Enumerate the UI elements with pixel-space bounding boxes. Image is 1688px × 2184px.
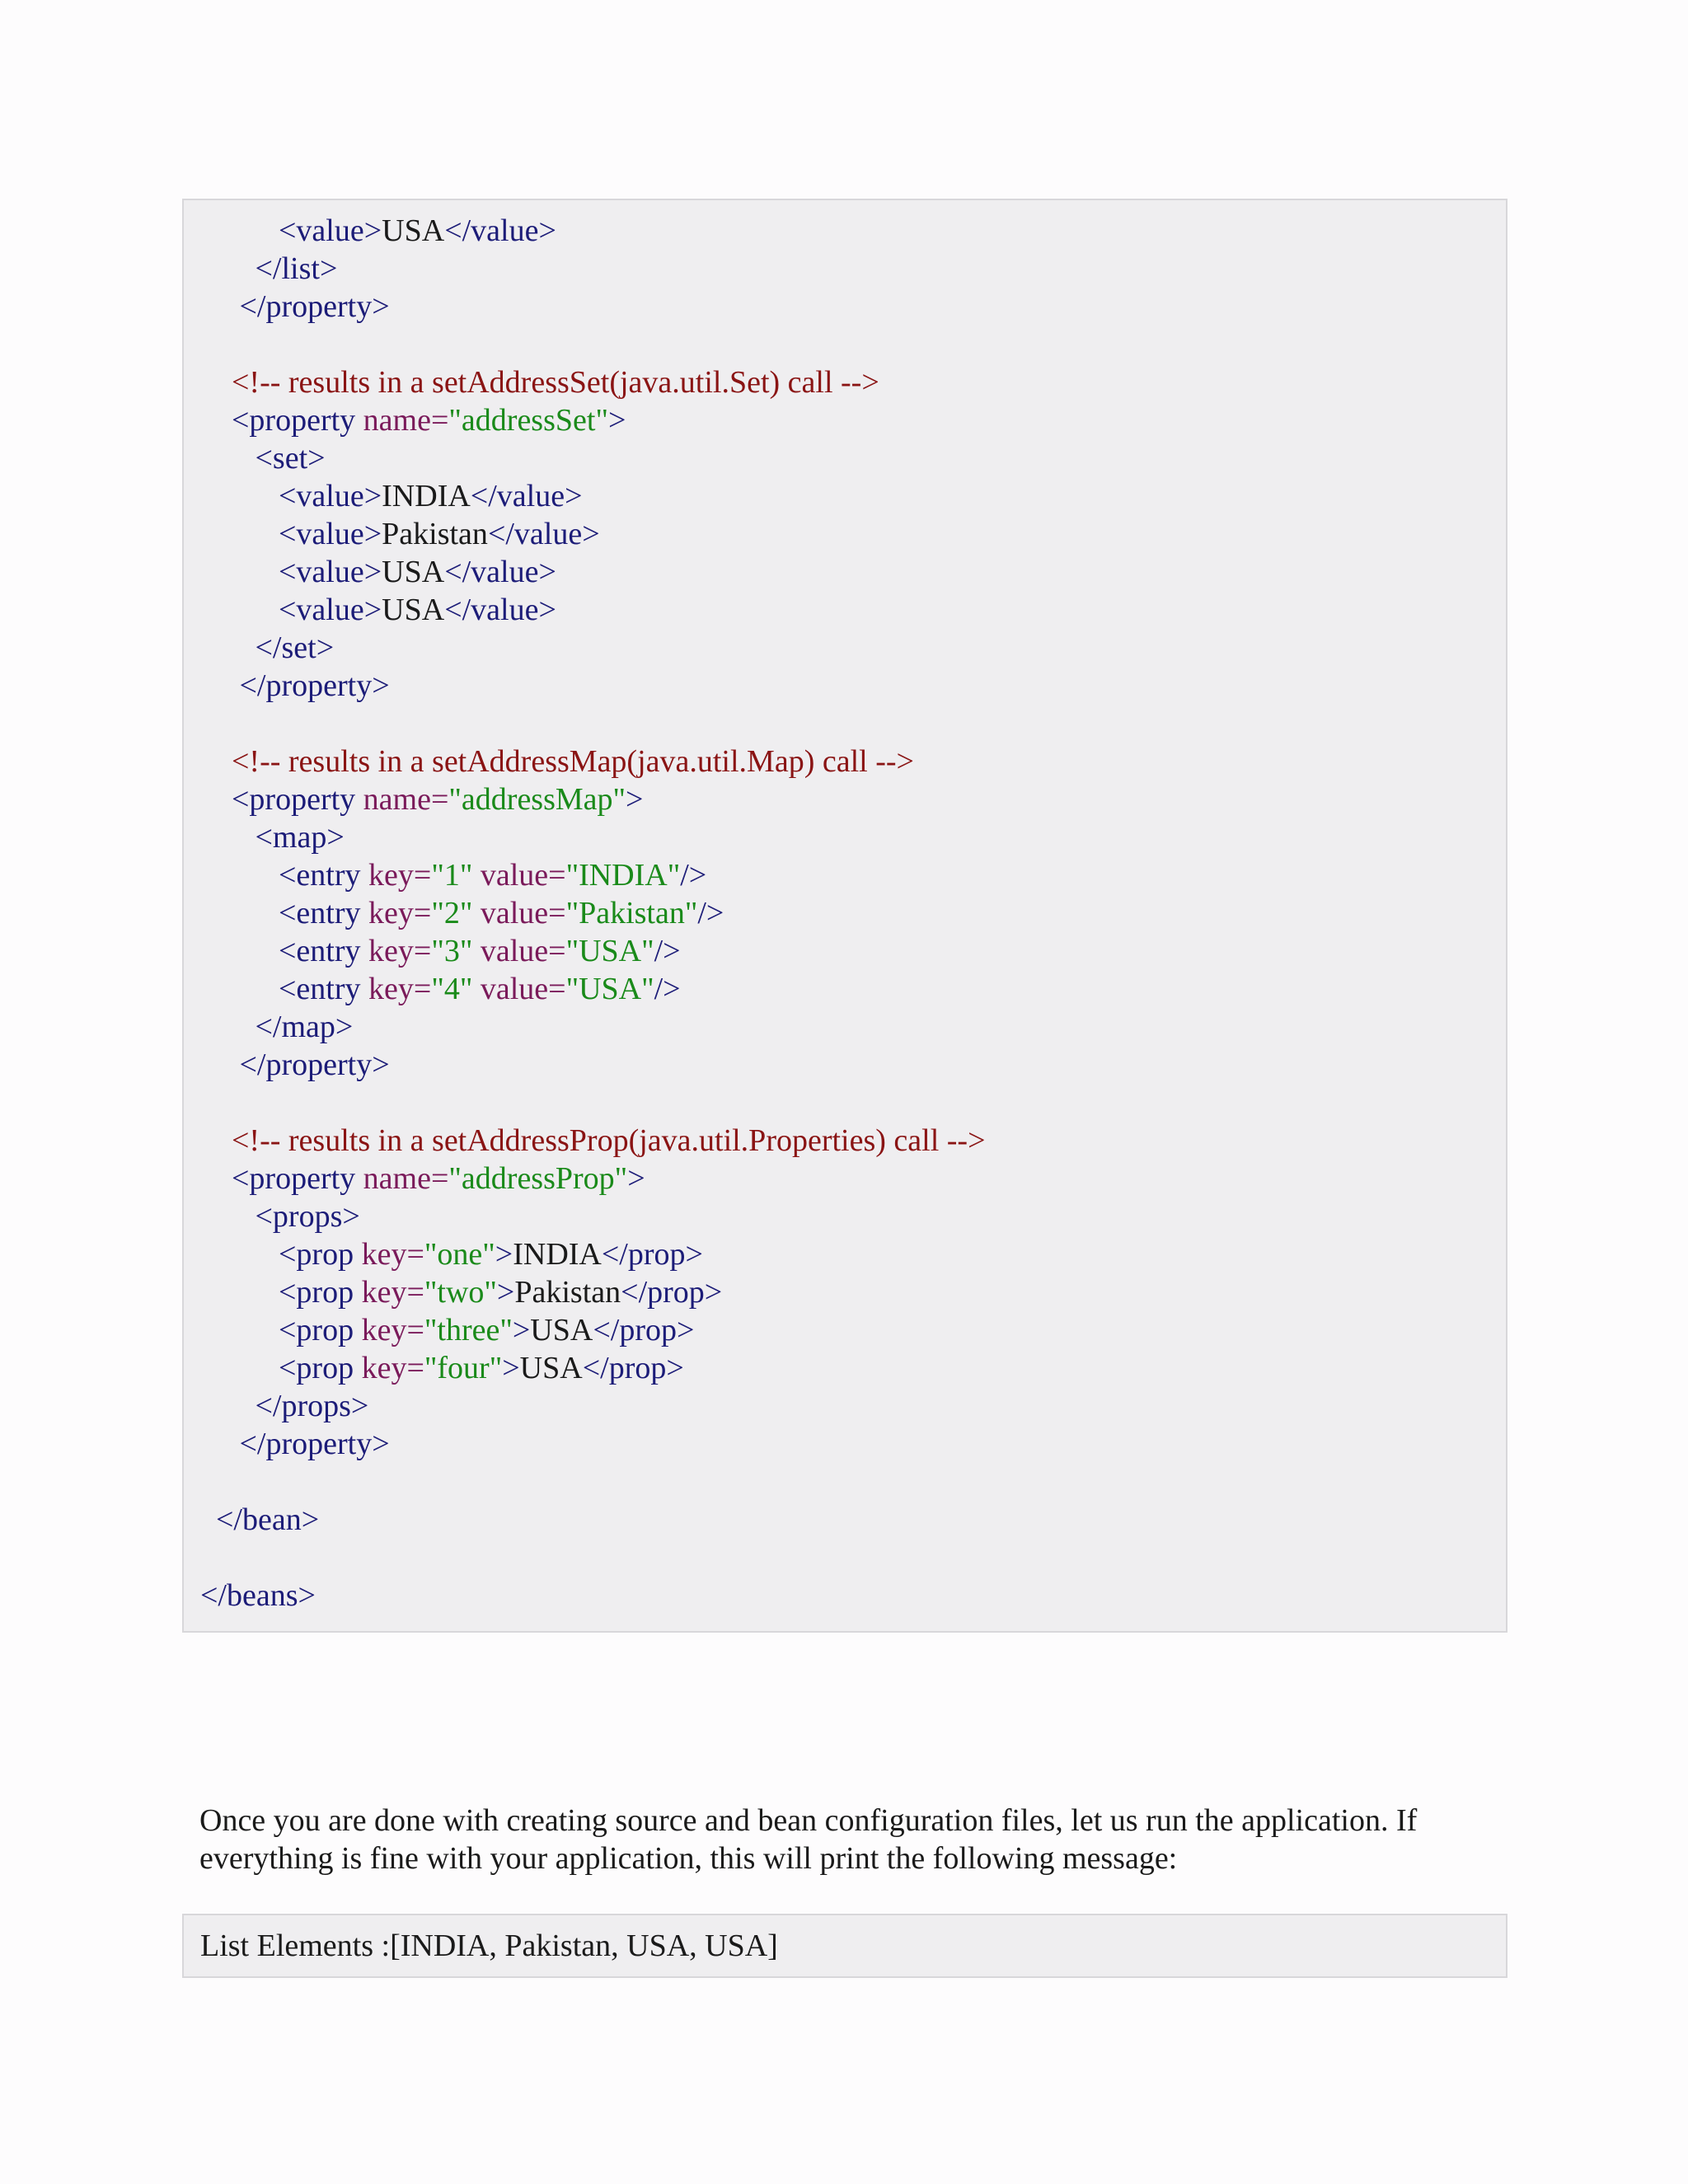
- code-indent: [200, 1502, 216, 1537]
- code-indent: [200, 668, 240, 703]
- code-indent: [200, 441, 256, 476]
- code-token: />: [697, 896, 724, 930]
- code-token: name=: [363, 1161, 449, 1196]
- code-token: </value>: [444, 213, 556, 248]
- code-indent: [200, 858, 279, 893]
- code-indent: [200, 479, 279, 513]
- code-token: </map>: [255, 1010, 354, 1044]
- code-token: USA: [382, 555, 445, 589]
- code-indent: [200, 365, 232, 400]
- code-token: </property>: [239, 668, 390, 703]
- code-line: [200, 591, 556, 629]
- code-line: [200, 1273, 722, 1311]
- code-token: <property: [232, 1161, 363, 1196]
- code-token: </bean>: [216, 1502, 320, 1537]
- code-line: [200, 1349, 684, 1387]
- code-token: </prop>: [582, 1351, 684, 1385]
- code-indent: [200, 403, 232, 438]
- code-token: >: [512, 1313, 531, 1347]
- code-token: </beans>: [200, 1578, 316, 1613]
- code-indent: [200, 1161, 232, 1196]
- code-line: [200, 553, 556, 591]
- code-token: <prop: [279, 1275, 362, 1310]
- code-token: <props>: [255, 1199, 360, 1234]
- code-indent: [200, 251, 256, 286]
- code-token: key=: [361, 1351, 424, 1385]
- code-token: value=: [472, 858, 566, 893]
- code-token: value=: [472, 896, 566, 930]
- code-line: [200, 1046, 390, 1084]
- code-token: </value>: [444, 593, 556, 627]
- code-line: [200, 1197, 360, 1235]
- code-token: USA: [530, 1313, 593, 1347]
- code-indent: [200, 1351, 279, 1385]
- code-indent: [200, 555, 279, 589]
- code-token: value=: [472, 934, 566, 968]
- code-token: </property>: [239, 1427, 390, 1461]
- code-token: "three": [424, 1313, 513, 1347]
- code-token: <!-- results in a setAddressMap(java.util.Map) call -->: [232, 744, 914, 779]
- code-token: <value>: [279, 479, 382, 513]
- code-token: "4": [431, 972, 473, 1006]
- code-token: "two": [424, 1275, 497, 1310]
- code-line: [200, 894, 724, 932]
- code-indent: [200, 593, 279, 627]
- code-token: >: [495, 1237, 513, 1272]
- code-indent: [200, 972, 279, 1006]
- code-indent: [200, 1199, 256, 1234]
- code-token: "USA": [565, 934, 654, 968]
- code-indent: [200, 1389, 256, 1423]
- code-token: "INDIA": [565, 858, 681, 893]
- code-line: [200, 932, 681, 970]
- code-token: <map>: [255, 820, 345, 855]
- code-token: </prop>: [601, 1237, 703, 1272]
- code-indent: [200, 820, 256, 855]
- code-token: key=: [368, 934, 432, 968]
- code-token: <!-- results in a setAddressProp(java.util.Properties) call -->: [232, 1123, 986, 1158]
- code-indent: [200, 1237, 279, 1272]
- code-token: <prop: [279, 1237, 362, 1272]
- code-line: [200, 1235, 703, 1273]
- code-line: [200, 288, 390, 326]
- code-line: [200, 477, 583, 515]
- code-token: USA: [382, 213, 445, 248]
- code-token: key=: [368, 972, 432, 1006]
- code-line: [200, 1008, 353, 1046]
- code-token: "1": [431, 858, 473, 893]
- code-token: <set>: [255, 441, 326, 476]
- code-indent: [200, 1427, 240, 1461]
- paragraph-line-2: everything is fine with your application, this will print the following message:: [199, 1841, 1178, 1876]
- code-indent: [200, 517, 279, 551]
- code-token: name=: [363, 782, 449, 817]
- code-token: <value>: [279, 593, 382, 627]
- code-token: key=: [368, 896, 432, 930]
- code-indent: [200, 1010, 256, 1044]
- code-token: />: [680, 858, 707, 893]
- instruction-paragraph: [199, 1802, 1518, 1877]
- code-token: <entry: [279, 858, 369, 893]
- code-token: key=: [368, 858, 432, 893]
- code-line: [200, 856, 706, 894]
- code-token: <prop: [279, 1313, 362, 1347]
- code-token: "one": [424, 1237, 495, 1272]
- code-token: "addressProp": [448, 1161, 628, 1196]
- code-indent: [200, 1047, 240, 1082]
- code-token: </props>: [255, 1389, 369, 1423]
- code-line: [200, 212, 556, 250]
- code-line: [200, 1122, 986, 1160]
- code-token: </property>: [239, 1047, 390, 1082]
- code-token: "addressMap": [448, 782, 626, 817]
- code-indent: [200, 213, 279, 248]
- code-token: "Pakistan": [565, 896, 698, 930]
- code-token: <entry: [279, 934, 369, 968]
- code-token: >: [502, 1351, 520, 1385]
- code-token: >: [627, 1161, 645, 1196]
- code-token: <property: [232, 782, 363, 817]
- code-token: USA: [382, 593, 445, 627]
- code-indent: [200, 934, 279, 968]
- code-line: [200, 667, 390, 705]
- code-line: [200, 1387, 368, 1425]
- code-indent: [200, 289, 240, 324]
- code-line: [200, 1501, 319, 1539]
- code-token: </set>: [255, 630, 335, 665]
- code-token: Pakistan: [382, 517, 488, 551]
- code-token: "3": [431, 934, 473, 968]
- code-line: [200, 401, 626, 439]
- output-block: [182, 1914, 1507, 1978]
- code-block: [182, 199, 1507, 1633]
- code-line: [200, 1160, 645, 1197]
- code-indent: [200, 1313, 279, 1347]
- code-token: key=: [361, 1275, 424, 1310]
- code-token: >: [626, 782, 644, 817]
- code-token: </list>: [255, 251, 338, 286]
- paragraph-line-1: Once you are done with creating source and bean configuration files, let us run the application. If: [199, 1803, 1418, 1838]
- code-token: >: [607, 403, 626, 438]
- code-token: "four": [424, 1351, 503, 1385]
- code-token: Pakistan: [514, 1275, 621, 1310]
- code-line: [200, 1577, 316, 1615]
- code-token: value=: [472, 972, 566, 1006]
- code-token: >: [496, 1275, 515, 1310]
- code-line: [200, 363, 879, 401]
- code-token: name=: [363, 403, 449, 438]
- code-token: />: [654, 934, 681, 968]
- code-token: INDIA: [513, 1237, 602, 1272]
- code-line: [200, 743, 914, 780]
- output-text: List Elements :[INDIA, Pakistan, USA, USA]: [200, 1929, 778, 1963]
- code-token: <prop: [279, 1351, 362, 1385]
- code-token: USA: [519, 1351, 583, 1385]
- code-token: <value>: [279, 555, 382, 589]
- code-token: <entry: [279, 896, 369, 930]
- code-line: [200, 515, 600, 553]
- code-token: </prop>: [593, 1313, 695, 1347]
- code-token: </value>: [487, 517, 600, 551]
- code-token: />: [654, 972, 681, 1006]
- code-token: "addressSet": [448, 403, 608, 438]
- code-indent: [200, 1275, 279, 1310]
- code-line: [200, 970, 681, 1008]
- code-line: [200, 629, 334, 667]
- code-token: key=: [361, 1237, 424, 1272]
- code-indent: [200, 896, 279, 930]
- code-indent: [200, 782, 232, 817]
- code-token: </value>: [444, 555, 556, 589]
- code-token: </prop>: [621, 1275, 723, 1310]
- code-token: <value>: [279, 517, 382, 551]
- code-line: [200, 780, 643, 818]
- code-line: [200, 439, 326, 477]
- code-line: [200, 1311, 694, 1349]
- code-token: "USA": [565, 972, 654, 1006]
- code-token: "2": [431, 896, 473, 930]
- code-token: <!-- results in a setAddressSet(java.util.Set) call -->: [232, 365, 879, 400]
- code-indent: [200, 630, 256, 665]
- code-line: [200, 1425, 390, 1463]
- code-token: key=: [361, 1313, 424, 1347]
- code-token: <value>: [279, 213, 382, 248]
- code-token: <property: [232, 403, 363, 438]
- code-line: [200, 818, 345, 856]
- code-indent: [200, 744, 232, 779]
- code-token: INDIA: [382, 479, 471, 513]
- code-token: </property>: [239, 289, 390, 324]
- code-line: [200, 250, 337, 288]
- code-indent: [200, 1123, 232, 1158]
- code-token: <entry: [279, 972, 369, 1006]
- code-token: </value>: [470, 479, 583, 513]
